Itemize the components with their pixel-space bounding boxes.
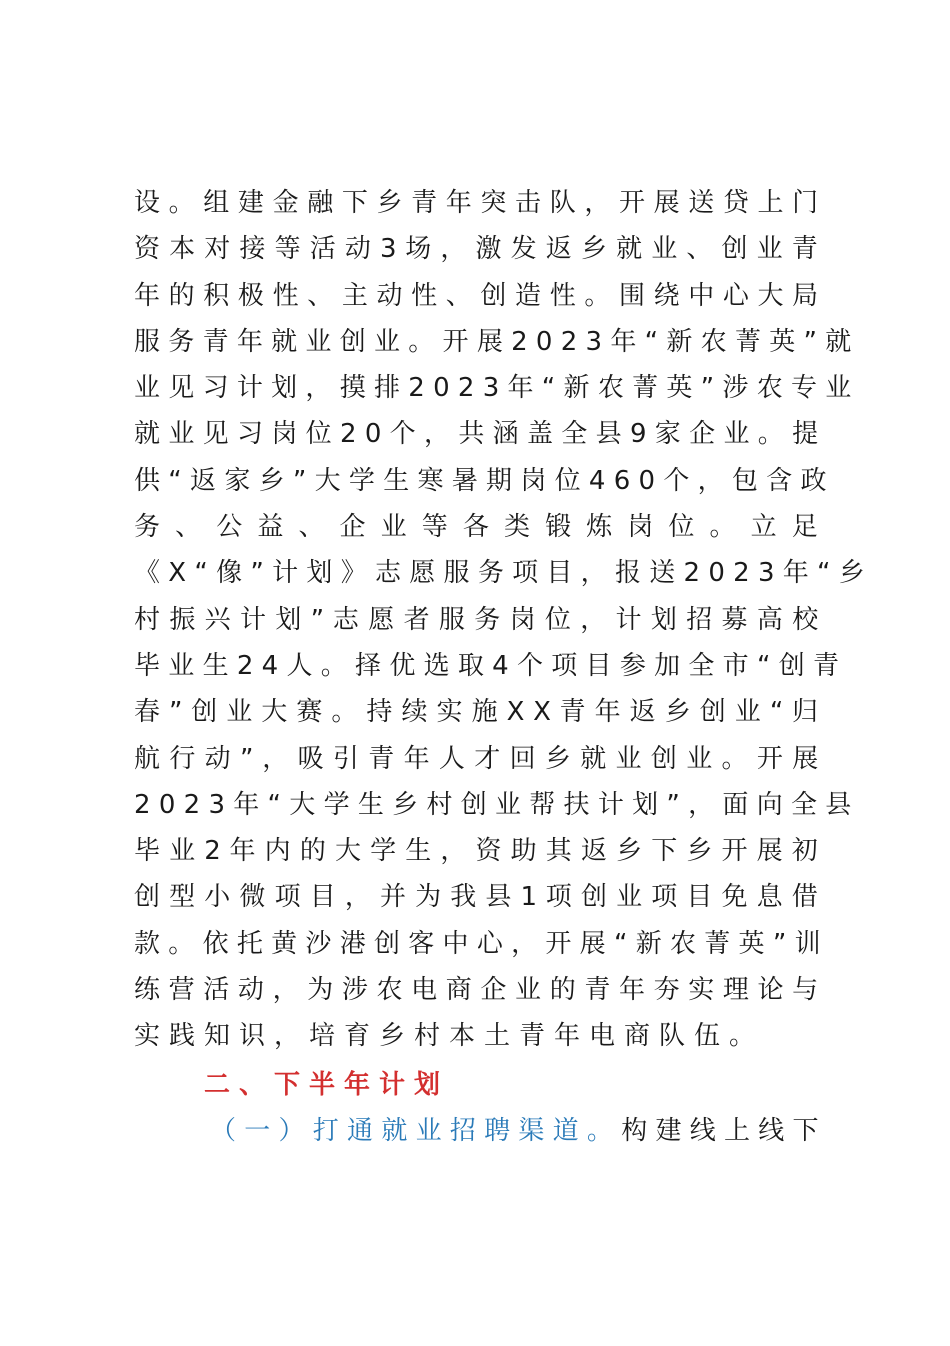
paragraph-line: 实践知识，培育乡村本土青年电商队伍。 (134, 1021, 765, 1052)
body-paragraph (134, 180, 865, 1060)
paragraph-line: 款 。 依 托 黄 沙 港 创 客 中 心 ， 开 展 “ 新 农 菁 英 ” 训 (134, 928, 821, 959)
paragraph-line: 航 行 动 ” ， 吸 引 青 年 人 才 回 乡 就 业 创 业 。 开 展 (134, 743, 819, 774)
paragraph-line: 春 ” 创 业 大 赛 。 持 续 实 施 X X 青 年 返 乡 创 业 “ 归 (134, 697, 818, 728)
subsection-line (210, 1108, 818, 1154)
section-heading: 二、下半年计划 (204, 1070, 450, 1100)
paragraph-line: 服 务 青 年 就 业 创 业 。 开 展 2 0 2 3 年 “ 新 农 菁 英 ” 就 (134, 326, 852, 357)
paragraph-line: 练 营 活 动 ， 为 涉 农 电 商 企 业 的 青 年 夯 实 理 论 与 (134, 975, 819, 1006)
paragraph-line: 设 。 组 建 金 融 下 乡 青 年 突 击 队 ， 开 展 送 贷 上 门 (134, 188, 819, 218)
paragraph-line: 业 见 习 计 划 ， 摸 排 2 0 2 3 年 “ 新 农 菁 英 ” 涉 农 专 业 (134, 373, 852, 404)
paragraph-line: 供 “ 返 家 乡 ” 大 学 生 寒 暑 期 岗 位 4 6 0 个 ， 包 含 政 (134, 465, 827, 496)
subsection-heading: （ 一 ） 打 通 就 业 招 聘 渠 道 。 (210, 1116, 622, 1146)
paragraph-line: 年 的 积 极 性 、 主 动 性 、 创 造 性 。 围 绕 中 心 大 局 (134, 280, 819, 311)
paragraph-line: 村 振 兴 计 划 ” 志 愿 者 服 务 岗 位 ， 计 划 招 募 高 校 (134, 604, 819, 635)
paragraph-line: 务 、 公 益 、 企 业 等 各 类 锻 炼 岗 位 。 立 足 (134, 512, 818, 543)
paragraph-line: 毕 业 2 年 内 的 大 学 生 ， 资 助 其 返 乡 下 乡 开 展 初 (134, 836, 818, 867)
paragraph-line: 毕 业 生 2 4 人 。 择 优 选 取 4 个 项 目 参 加 全 市 “ 创 青 (134, 650, 839, 681)
paragraph-line: 2 0 2 3 年 “ 大 学 生 乡 村 创 业 帮 扶 计 划 ” ， 面 向 全 县 (134, 789, 852, 820)
paragraph-line: 资 本 对 接 等 活 动 3 场 ， 激 发 返 乡 就 业 、 创 业 青 (134, 234, 818, 265)
paragraph-line: 《 X “ 像 ” 计 划 》 志 愿 服 务 项 目 ， 报 送 2 0 2 3 年 “ 乡 (134, 558, 865, 589)
paragraph-line: 就 业 见 习 岗 位 2 0 个 ， 共 涵 盖 全 县 9 家 企 业 。 提 (134, 419, 819, 450)
paragraph-line: 创 型 小 微 项 目 ， 并 为 我 县 1 项 创 业 项 目 免 息 借 (134, 882, 818, 913)
subsection-text: 构 建 线 上 线 下 (621, 1116, 819, 1146)
